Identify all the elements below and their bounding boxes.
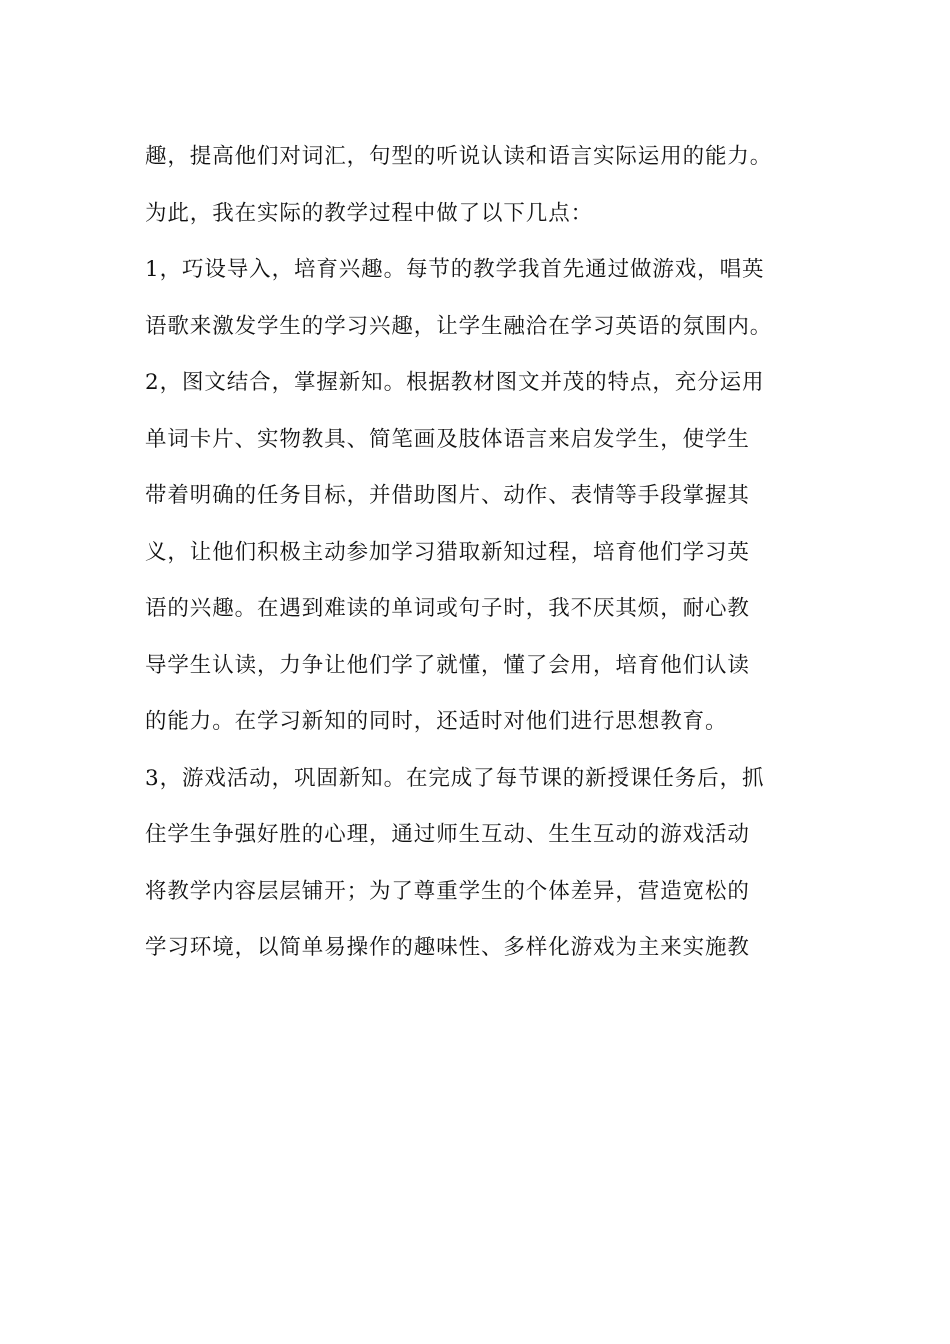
text-line-11: 的能力。在学习新知的同时，还适时对他们进行思想教育。 bbox=[145, 709, 728, 734]
text-line-8: 义，让他们积极主动参加学习猎取新知过程，培育他们学习英 bbox=[145, 539, 750, 565]
text-line-10: 导学生认读，力争让他们学了就懂，懂了会用，培育他们认读 bbox=[145, 652, 750, 678]
text-line-1: 趣，提高他们对词汇，句型的听说认读和语言实际运用的能力。 bbox=[145, 144, 773, 169]
text-line-12: 3，游戏活动，巩固新知。在完成了每节课的新授课任务后，抓 bbox=[145, 765, 765, 791]
body-text bbox=[145, 129, 845, 977]
text-line-14: 将教学内容层层铺开；为了尊重学生的个体差异，营造宽松的 bbox=[145, 878, 750, 904]
text-line-4: 语歌来激发学生的学习兴趣，让学生融洽在学习英语的氛围内。 bbox=[145, 313, 773, 339]
text-line-5: 2，图文结合，掌握新知。根据教材图文并茂的特点，充分运用 bbox=[145, 370, 765, 395]
text-line-9: 语的兴趣。在遇到难读的单词或句子时，我不厌其烦，耐心教 bbox=[145, 596, 750, 621]
text-line-15: 学习环境，以简单易操作的趣味性、多样化游戏为主来实施教 bbox=[145, 935, 750, 960]
text-line-6: 单词卡片、实物教具、简笔画及肢体语言来启发学生，使学生 bbox=[145, 426, 750, 452]
text-line-7: 带着明确的任务目标，并借助图片、动作、表情等手段掌握其 bbox=[145, 483, 750, 508]
text-line-13: 住学生争强好胜的心理，通过师生互动、生生互动的游戏活动 bbox=[145, 822, 750, 847]
text-line-3: 1，巧设导入，培育兴趣。每节的教学我首先通过做游戏，唱英 bbox=[145, 257, 765, 282]
text-line-2: 为此，我在实际的教学过程中做了以下几点： bbox=[145, 200, 594, 226]
